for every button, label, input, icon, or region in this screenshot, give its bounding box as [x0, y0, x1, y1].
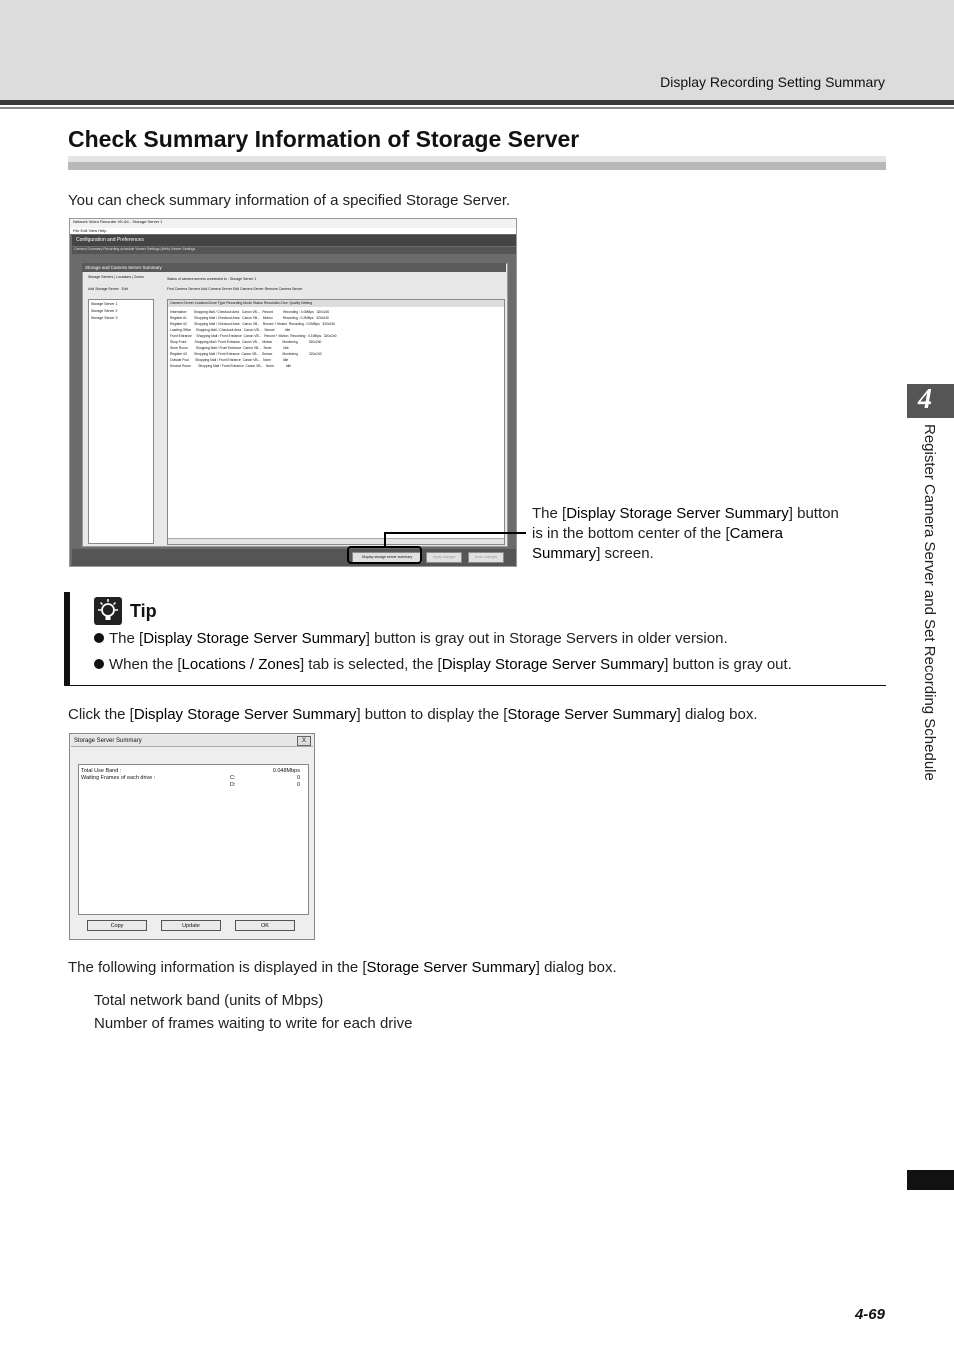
callout-text [532, 504, 842, 564]
para-key: Display Storage Server Summary [133, 706, 357, 723]
storage-server-summary-dialog-screenshot [69, 733, 315, 940]
para-text: ] dialog box. [535, 959, 617, 976]
table-row: Shop Front Shopping Mall / Front Entrance Canon VB... Motion Monitoring 320x240 [170, 340, 322, 344]
update-button: Update [161, 920, 221, 931]
tip-text: The [ [109, 630, 144, 647]
info-list-item: Number of frames waiting to write for each drive [94, 1015, 413, 1032]
para-text: ] button to display the [ [356, 706, 508, 723]
tab-labels: Camera Summary Recording schedule Viewer Settings (Web) Viewer Settings [74, 247, 196, 251]
total-use-band-label: Total Use Band : [81, 768, 122, 774]
para-text: The following information is displayed in the [ [68, 959, 367, 976]
add-storage-server-button: Add Storage Server Edit [88, 287, 128, 291]
callout-key: Display Storage Server Summary [566, 505, 789, 522]
apply-changes-button: Apply changes [426, 552, 462, 563]
table-row: Front Entrance Shopping Mall / Front Entrance Canon VB... Record + Motion Recording : 0.1MBps 320x240 [170, 334, 337, 338]
table-row: Loading Office Shopping Mall / Checkout Area Canon VB... Sensor Idle [170, 328, 291, 332]
left-tabs: Storage Servers | Locations | Zones [88, 275, 144, 279]
total-use-band-value: 0.048Mbps [272, 768, 300, 774]
horizontal-scrollbar [168, 538, 504, 544]
intro-paragraph: You can check summary information of a specified Storage Server. [68, 192, 511, 209]
callout-leader-line [384, 532, 526, 534]
running-title: Display Recording Setting Summary [660, 74, 885, 90]
tip-bottom-rule [64, 685, 886, 686]
tip-box [64, 592, 886, 686]
tip-key: Display Storage Server Summary [441, 656, 665, 673]
side-marker [907, 1170, 954, 1190]
waiting-frames-label: Waiting Frames of each drive : [81, 775, 156, 781]
table-row: Information Shopping Mall / Checkout Area Canon VB... Record Recording : 0.0MBps 320x240 [170, 310, 330, 314]
section-title: Check Summary Information of Storage Server [68, 126, 580, 152]
button-highlight-outline [347, 546, 422, 564]
callout-text-part: ] button is in the bottom center of the [ [532, 505, 839, 542]
table-row: Store Room Shopping Mall / Front Entrance Canon VB... None Idle [170, 346, 289, 350]
drive-d-value: 0 [296, 782, 300, 788]
table-row: Register #3 Shopping Mall / Front Entrance Canon VB... Sensor Monitoring 320x240 [170, 352, 322, 356]
window-title: Network Video Recorder VK-64 - Storage Server 1 [73, 219, 163, 224]
ok-button: OK [235, 920, 295, 931]
config-header: Configuration and Preferences [72, 235, 516, 246]
para-key: Storage Server Summary [507, 706, 677, 723]
dialog-body [78, 764, 309, 915]
window-titlebar [70, 219, 517, 228]
table-rows [170, 309, 337, 369]
table-header: Camera Server Location/Zone Type Recording Mode Status Resolution Dev. Quality Setting [168, 300, 504, 307]
camera-toolbar: Find Camera Servers Add Camera Server Edit Camera Server Remove Camera Server [167, 287, 303, 291]
undo-changes-button: Undo changes [468, 552, 504, 563]
summary-panel-title: Storage and Camera Server Summary [82, 263, 506, 272]
storage-server-item: Storage Server 2 [91, 309, 118, 313]
bullet-icon [94, 633, 104, 643]
callout-leader-line-vertical [384, 532, 386, 548]
table-row: Register #1 Shopping Mall / Checkout Area Canon VB... Motion Recording : 0.2MBps 320x240 [170, 316, 329, 320]
header-rule-light [0, 107, 954, 109]
para-text: Click the [ [68, 706, 134, 723]
table-row: Outside Pool Shopping Mall / Front Entrance Canon VB... None Idle [170, 358, 289, 362]
camera-summary-screenshot [69, 218, 517, 567]
tip-left-bar [64, 592, 70, 686]
table-row: Register #2 Shopping Mall / Checkout Area Canon VB... Record + Motion Recording : 0.0MBps 320x240 [170, 322, 336, 326]
dialog-titlebar [71, 735, 313, 747]
tip-item [94, 656, 792, 673]
display-storage-server-summary-button: Display storage server summary [352, 552, 422, 563]
storage-server-item: Storage Server 1 [91, 302, 118, 306]
chapter-number: 4 [918, 384, 932, 415]
tip-text: When the [ [109, 656, 182, 673]
tip-label: Tip [130, 601, 157, 621]
table-row: Kinome Room Shopping Mall / Front Entrance Canon VB... None Idle [170, 364, 292, 368]
tip-text: ] button is gray out. [664, 656, 792, 673]
bullet-icon [94, 659, 104, 669]
dialog-title: Storage Server Summary [74, 738, 142, 744]
drive-c-value: 0 [296, 775, 300, 781]
drive-d-label: D: [230, 782, 236, 788]
para-key: Storage Server Summary [366, 959, 536, 976]
callout-text-part: ] screen. [596, 545, 654, 562]
chapter-title-vertical: Register Camera Server and Set Recording Schedule [921, 424, 938, 781]
app-tabs [72, 247, 516, 254]
close-icon: X [297, 736, 311, 746]
tip-key: Display Storage Server Summary [143, 630, 366, 647]
drive-c-label: C: [230, 775, 236, 781]
click-paragraph [68, 706, 758, 723]
right-caption: Status of camera servers connected to : Storage Server 1 [167, 277, 257, 281]
info-list-item: Total network band (units of Mbps) [94, 992, 324, 1009]
menu-items: File Edit View Help [73, 228, 107, 233]
tip-key: Locations / Zones [181, 656, 300, 673]
tip-text: ] button is gray out in Storage Servers in older version. [365, 630, 728, 647]
lightbulb-icon [94, 597, 122, 625]
storage-server-item: Storage Server 3 [91, 316, 118, 320]
callout-text-part: The [ [532, 505, 567, 522]
section-rule-dark [68, 162, 886, 170]
following-paragraph [68, 959, 617, 976]
storage-server-list [88, 299, 154, 544]
para-text: ] dialog box. [676, 706, 758, 723]
tip-text: ] tab is selected, the [ [299, 656, 442, 673]
camera-server-table [167, 299, 505, 545]
callout-key: Camera Summary [532, 525, 783, 562]
page-number: 4-69 [854, 1306, 885, 1323]
header-rule-dark [0, 100, 954, 105]
tip-item [94, 630, 728, 647]
copy-button: Copy [87, 920, 147, 931]
